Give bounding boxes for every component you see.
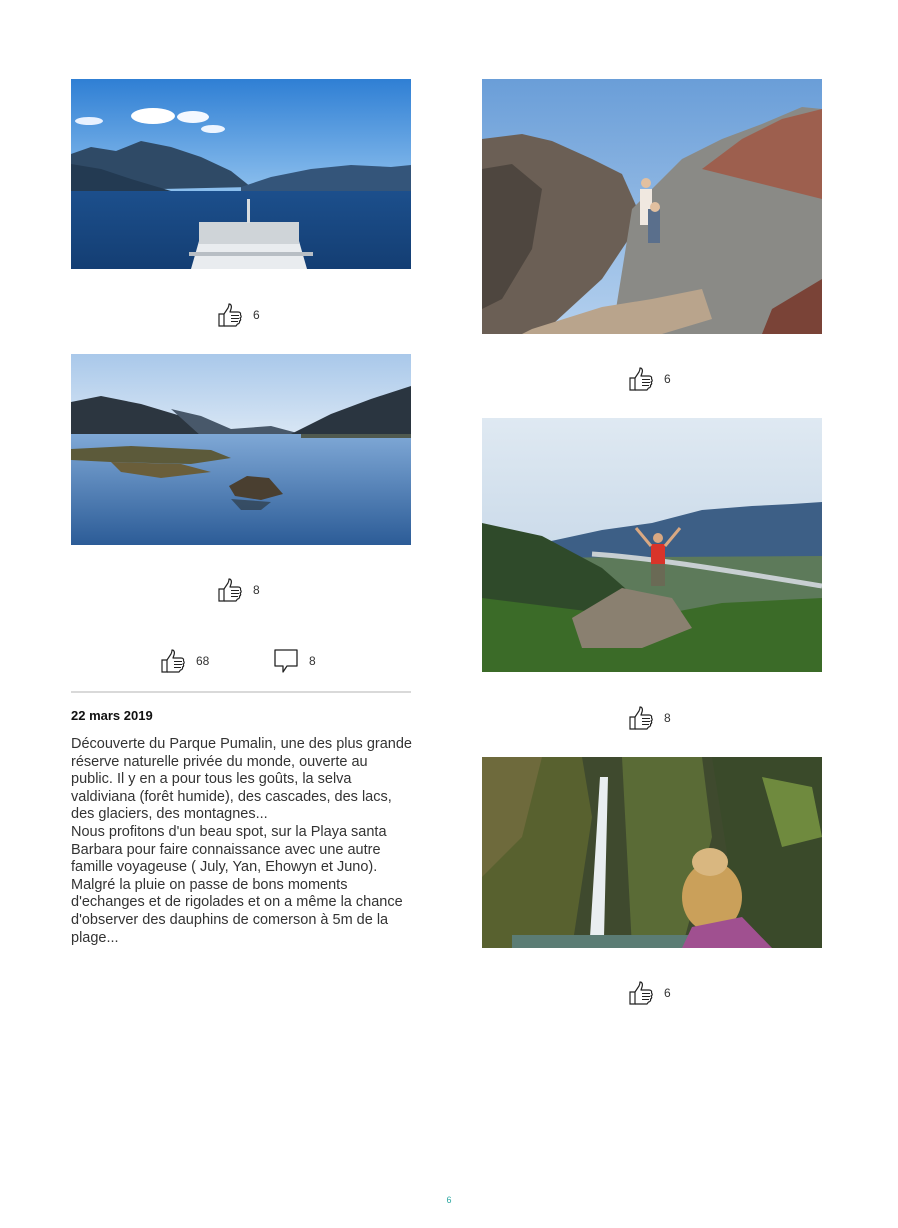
thumbs-up-icon (628, 980, 654, 1006)
like-count: 6 (664, 372, 671, 386)
photo-lake-reflection (71, 354, 411, 545)
comment-count: 8 (309, 654, 316, 668)
like-count: 6 (253, 308, 260, 322)
like-count: 8 (664, 711, 671, 725)
total-likes[interactable] (160, 648, 209, 674)
like-counter[interactable] (628, 366, 671, 392)
divider (71, 691, 411, 693)
photo-lake-ferry (71, 79, 411, 269)
thumbs-up-icon (217, 302, 243, 328)
photo-mountain-slope (482, 79, 822, 334)
thumbs-up-icon (217, 577, 243, 603)
thumbs-up-icon (160, 648, 186, 674)
like-counter[interactable] (628, 980, 671, 1006)
post-paragraph: Nous profitons d'un beau spot, sur la Playa santa Barbara pour faire connaissance avec une autre famille voyageuse ( July, Yan, Ehowyn et Juno). Malgré la pluie on passe de bons moments d'echanges et de rigolades et on a même la chance d'observer des dauphins de comerson à 5m de la plage... (71, 823, 403, 946)
like-count: 8 (253, 583, 260, 597)
speech-bubble-icon (273, 648, 299, 674)
post-body (71, 736, 413, 947)
like-count: 6 (664, 986, 671, 1000)
photo-waterfall (482, 757, 822, 948)
thumbs-up-icon (628, 366, 654, 392)
like-counter[interactable] (217, 577, 260, 603)
like-counter[interactable] (217, 302, 260, 328)
photo-valley-viewpoint (482, 418, 822, 672)
thumbs-up-icon (628, 705, 654, 731)
total-comments[interactable] (273, 648, 316, 674)
post-date: 22 mars 2019 (71, 708, 153, 723)
post-paragraph: Découverte du Parque Pumalin, une des plus grande réserve naturelle privée du monde, ouverte au public. Il y en a pour tous les goûts, la selva valdiviana (forêt humide), des cascades, des lacs, des glaciers, des montagnes... (71, 736, 412, 823)
page-number: 6 (446, 1195, 452, 1205)
total-like-count: 68 (196, 654, 210, 668)
like-counter[interactable] (628, 705, 671, 731)
